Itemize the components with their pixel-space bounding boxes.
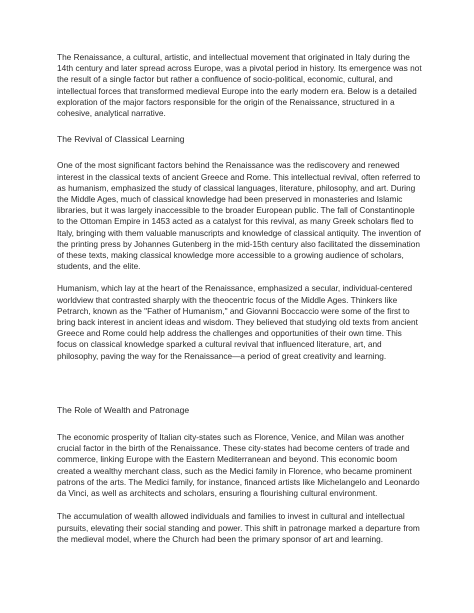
spacer [57, 272, 422, 283]
body-paragraph: One of the most significant factors behind the Renaissance was the rediscovery and renewed interest in the classical texts of ancient Greece and Rome. This intellectual revival, often referred to as humanism, emphasized the study of classical languages, literature, philosophy, and art. During the Middle Ages, much of classical knowledge had been preserved in monasteries and Islamic libraries, but it was largely inaccessible to the broader European public. The fall of Constantinople to the Ottoman Empire in 1453 acted as a catalyst for this revival, as many Greek scholars fled to Italy, bringing with them valuable manuscripts and knowledge of classical antiquity. The invention of the printing press by Johannes Gutenberg in the mid-15th century also facilitated the dissemination of these texts, making classical knowledge more accessible to a growing audience of scholars, students, and the elite. [57, 160, 421, 272]
body-paragraph: The accumulation of wealth allowed individuals and families to invest in cultural and intellectual pursuits, elevating their social standing and power. This shift in patronage marked a departure from the medieval model, where the Church had been the primary sponsor of art and learning. [57, 511, 420, 544]
spacer [57, 362, 422, 405]
spacer [57, 416, 422, 432]
body-paragraph: Humanism, which lay at the heart of the Renaissance, emphasized a secular, individual-centered worldview that contrasted sharply with the theocentric focus of the Middle Ages. Thinkers like Petrarch, known as the "Father of Humanism," and Giovanni Boccaccio were some of the first to bring back interest in ancient ideas and wisdom. They believed that studying old texts from ancient Greece and Rome could help address the challenges and opportunities of their own time. This focus on classical knowledge sparked a cultural revival that influenced literature, art, and philosophy, paving the way for the Renaissance—a period of great creativity and learning. [57, 283, 418, 361]
spacer [57, 145, 422, 160]
section-heading-wealth-patronage: The Role of Wealth and Patronage [57, 404, 190, 415]
spacer [57, 499, 422, 511]
section-heading-classical-learning: The Revival of Classical Learning [57, 134, 185, 145]
spacer [57, 119, 422, 134]
document-page [57, 52, 422, 545]
body-paragraph: The economic prosperity of Italian city-states such as Florence, Venice, and Milan was another crucial factor in the birth of the Renaissance. These city-states had become centers of trade and commerce, linking Europe with the Eastern Mediterranean and beyond. This economic boom created a wealthy merchant class, such as the Medici family in Florence, who became prominent patrons of the arts. The Medici family, for instance, financed artists like Michelangelo and Leonardo da Vinci, as well as architects and scholars, ensuring a flourishing cultural environment. [57, 432, 420, 499]
intro-paragraph: The Renaissance, a cultural, artistic, and intellectual movement that originated in Italy during the 14th century and later spread across Europe, was a pivotal period in history. Its emergence was not the result of a single factor but rather a confluence of socio-political, economic, cultural, and intellectual forces that transformed medieval Europe into the early modern era. Below is a detailed exploration of the major factors responsible for the origin of the Renaissance, structured in a cohesive, analytical narrative. [57, 52, 422, 119]
